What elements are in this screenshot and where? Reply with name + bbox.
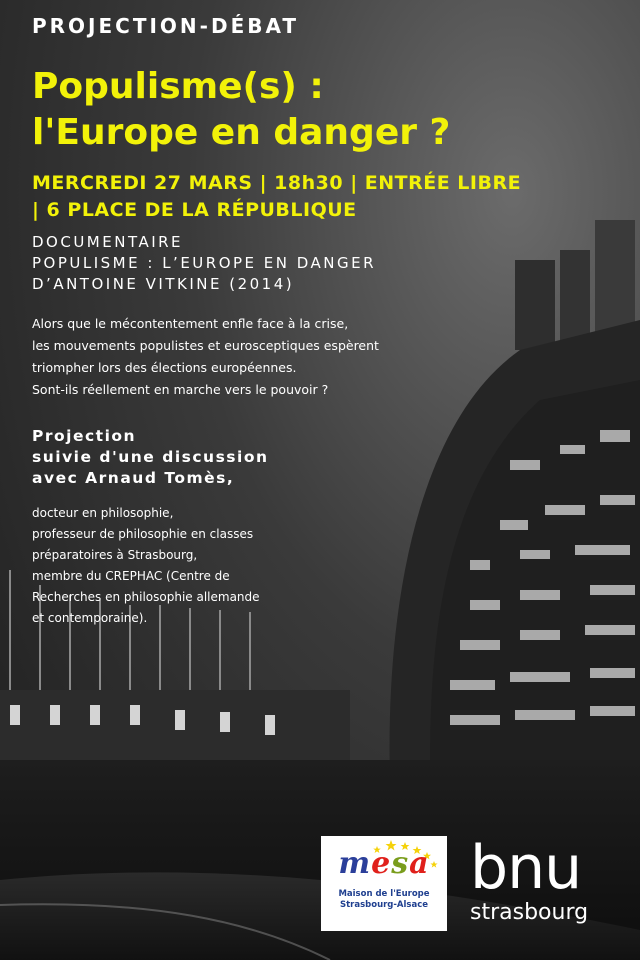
documentary-line: DOCUMENTAIRE xyxy=(32,233,184,251)
bnu-logo xyxy=(470,833,620,926)
bio-line: Recherches en philosophie allemande xyxy=(32,590,260,604)
speaker-bio xyxy=(32,503,260,629)
tower xyxy=(515,260,555,350)
mesa-logo xyxy=(321,836,447,931)
event-kicker: PROJECTION-DÉBAT xyxy=(32,14,300,38)
summary-line: triompher lors des élections européennes. xyxy=(32,360,297,375)
summary-text xyxy=(32,313,379,401)
poster-title xyxy=(32,64,450,156)
projection-info xyxy=(32,426,269,489)
bnu-city: strasbourg xyxy=(470,900,589,925)
bio-line: préparatoires à Strasbourg, xyxy=(32,548,198,562)
bio-line: professeur de philosophie en classes xyxy=(32,527,254,541)
event-date-line: MERCREDI 27 MARS | 18h30 | ENTRÉE LIBRE xyxy=(32,172,522,194)
projection-line: avec Arnaud Tomès, xyxy=(32,469,235,487)
summary-line: Alors que le mécontentement enfle face à la crise, xyxy=(32,316,349,331)
summary-line: Sont-ils réellement en marche vers le pouvoir ? xyxy=(32,382,329,397)
mesa-subtitle-line: Maison de l'Europe xyxy=(338,889,430,899)
mesa-subtitle-line: Strasbourg-Alsace xyxy=(339,900,429,910)
mesa-wordmark xyxy=(321,846,447,881)
mesa-subtitle xyxy=(321,889,447,911)
documentary-info xyxy=(32,232,376,295)
summary-line: les mouvements populistes et eurosceptiques espèrent xyxy=(32,338,379,353)
documentary-line: D’ANTOINE VITKINE (2014) xyxy=(32,275,295,293)
mesa-letter: e xyxy=(371,846,392,881)
title-line: l'Europe en danger ? xyxy=(32,112,451,153)
bio-line: docteur en philosophie, xyxy=(32,506,174,520)
mesa-letter: m xyxy=(338,846,372,881)
documentary-line: POPULISME : L’EUROPE EN DANGER xyxy=(32,254,377,272)
bnu-wordmark: bnu xyxy=(470,833,582,903)
event-details xyxy=(32,170,521,224)
event-location-line: | 6 PLACE DE LA RÉPUBLIQUE xyxy=(32,199,357,221)
bio-line: membre du CREPHAC (Centre de xyxy=(32,569,230,583)
projection-line: Projection xyxy=(32,427,137,445)
bio-line: et contemporaine). xyxy=(32,611,148,625)
mesa-letter: s xyxy=(391,846,410,881)
projection-line: suivie d'une discussion xyxy=(32,448,269,466)
mesa-letter: a xyxy=(409,846,430,881)
title-line: Populisme(s) : xyxy=(32,66,324,107)
